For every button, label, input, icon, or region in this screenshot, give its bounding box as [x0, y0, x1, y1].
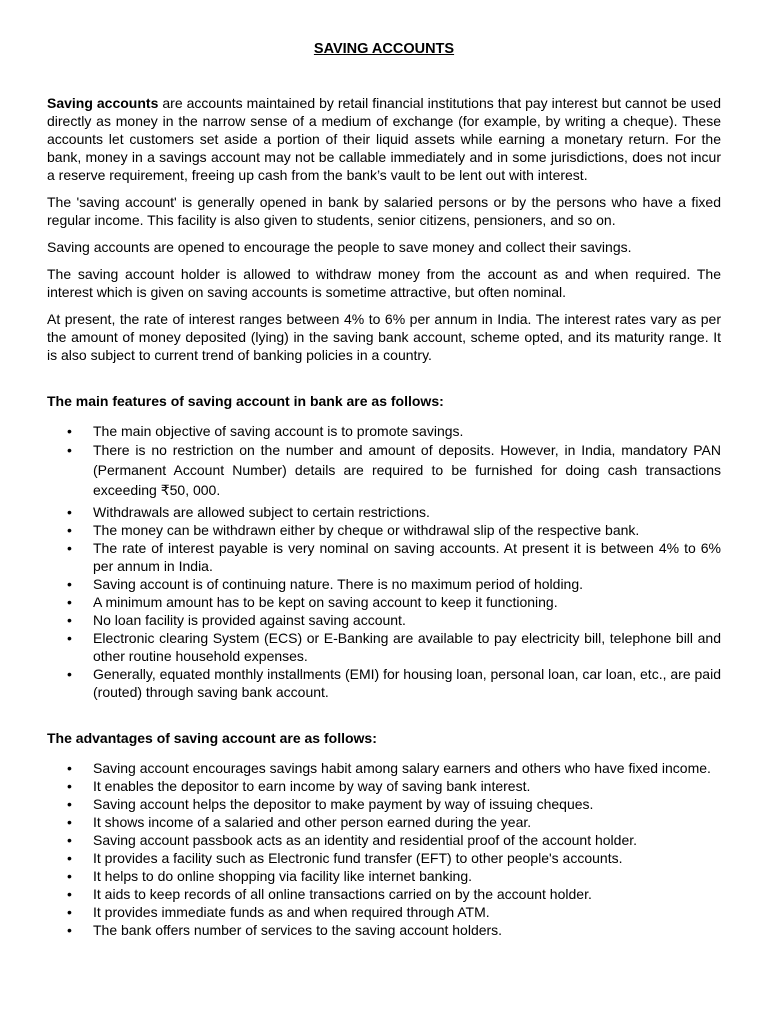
bullet: • [67, 576, 72, 592]
list-item: • It provides a facility such as Electronic fund transfer (EFT) to other people's accounts. [67, 850, 623, 866]
list-item: • Withdrawals are allowed subject to certain restrictions. [67, 504, 430, 520]
intro-lead-term: Saving accounts [47, 95, 159, 111]
paragraph-purpose: Saving accounts are opened to encourage the people to save money and collect their savings. [47, 239, 632, 255]
intro-paragraph [47, 94, 721, 184]
bullet: • [67, 760, 72, 776]
page-title: SAVING ACCOUNTS [313, 41, 455, 57]
bullet: • [67, 832, 72, 848]
bullet: • [67, 612, 72, 628]
bullet: • [67, 904, 72, 920]
advantages-heading: The advantages of saving account are as follows: [47, 730, 377, 746]
list-item: • Saving account is of continuing nature. There is no maximum period of holding. [67, 576, 584, 592]
bullet: • [67, 540, 72, 556]
list-item: • Saving account helps the depositor to make payment by way of issuing cheques. [67, 796, 594, 812]
list-item: • The money can be withdrawn either by cheque or withdrawal slip of the respective bank. [67, 522, 640, 538]
list-item: • Saving account passbook acts as an identity and residential proof of the account holder. [67, 832, 638, 848]
list-item: • The rate of interest payable is very nominal on saving accounts. At present it is between 4% to 6% per annum in India. [67, 540, 721, 574]
list-item: • It shows income of a salaried and other person earned during the year. [67, 814, 532, 830]
list-item: • Electronic clearing System (ECS) or E-Banking are available to pay electricity bill, telephone bill and other routine household expenses. [67, 630, 721, 664]
list-item: • The bank offers number of services to the saving account holders. [67, 922, 503, 938]
list-item: • Saving account encourages savings habit among salary earners and others who have fixed income. [67, 760, 711, 776]
bullet: • [67, 522, 72, 538]
advantages-list [47, 759, 721, 939]
list-item: • It enables the depositor to earn income by way of saving bank interest. [67, 778, 531, 794]
bullet: • [67, 814, 72, 830]
bullet: • [67, 666, 72, 682]
list-item: • No loan facility is provided against saving account. [67, 612, 406, 628]
list-item: • It aids to keep records of all online transactions carried on by the account holder. [67, 886, 592, 902]
list-item: • There is no restriction on the number and amount of deposits. However, in India, mandatory PAN (Permanent Account Number) details are required to be furnished for doing cash transactions exceeding ₹50, 000. [67, 442, 721, 498]
list-item: • It helps to do online shopping via facility like internet banking. [67, 868, 473, 884]
document-page [47, 40, 721, 939]
paragraph-who-opens: The 'saving account' is generally opened in bank by salaried persons or by the persons who have a fixed regular income. This facility is also given to students, senior citizens, pensioners, and so on. [47, 194, 721, 228]
features-list [47, 422, 721, 701]
list-item: • A minimum amount has to be kept on saving account to keep it functioning. [67, 594, 558, 610]
features-heading: The main features of saving account in bank are as follows: [47, 393, 444, 409]
bullet: • [67, 630, 72, 646]
list-item: • Generally, equated monthly installments (EMI) for housing loan, personal loan, car loan, etc., are paid (routed) through saving bank account. [67, 666, 721, 700]
paragraph-withdrawal: The saving account holder is allowed to withdraw money from the account as and when required. The interest which is given on saving accounts is sometime attractive, but often nominal. [47, 266, 721, 300]
bullet: • [67, 778, 72, 794]
bullet: • [67, 886, 72, 902]
bullet: • [67, 922, 72, 938]
bullet: • [67, 868, 72, 884]
bullet: • [67, 442, 72, 458]
paragraph-interest-rate: At present, the rate of interest ranges between 4% to 6% per annum in India. The interest rates vary as per the amount of money deposited (lying) in the saving bank account, scheme opted, and its maturity range. It is also subject to current trend of banking policies in a country. [47, 311, 721, 363]
intro-text: are accounts maintained by retail financial institutions that pay interest but cannot be used directly as money in the narrow sense of a medium of exchange (for example, by writing a cheque). These accounts let customers set aside a portion of their liquid assets while earning a monetary return. For the bank, money in a savings account may not be callable immediately and in some jurisdictions, does not incur a reserve requirement, freeing up cash from the bank’s vault to be lent out with interest. [47, 95, 721, 183]
bullet: • [67, 594, 72, 610]
bullet: • [67, 850, 72, 866]
list-item: • It provides immediate funds as and when required through ATM. [67, 904, 490, 920]
bullet: • [67, 423, 72, 439]
list-item: • The main objective of saving account is to promote savings. [67, 423, 464, 439]
bullet: • [67, 796, 72, 812]
bullet: • [67, 504, 72, 520]
